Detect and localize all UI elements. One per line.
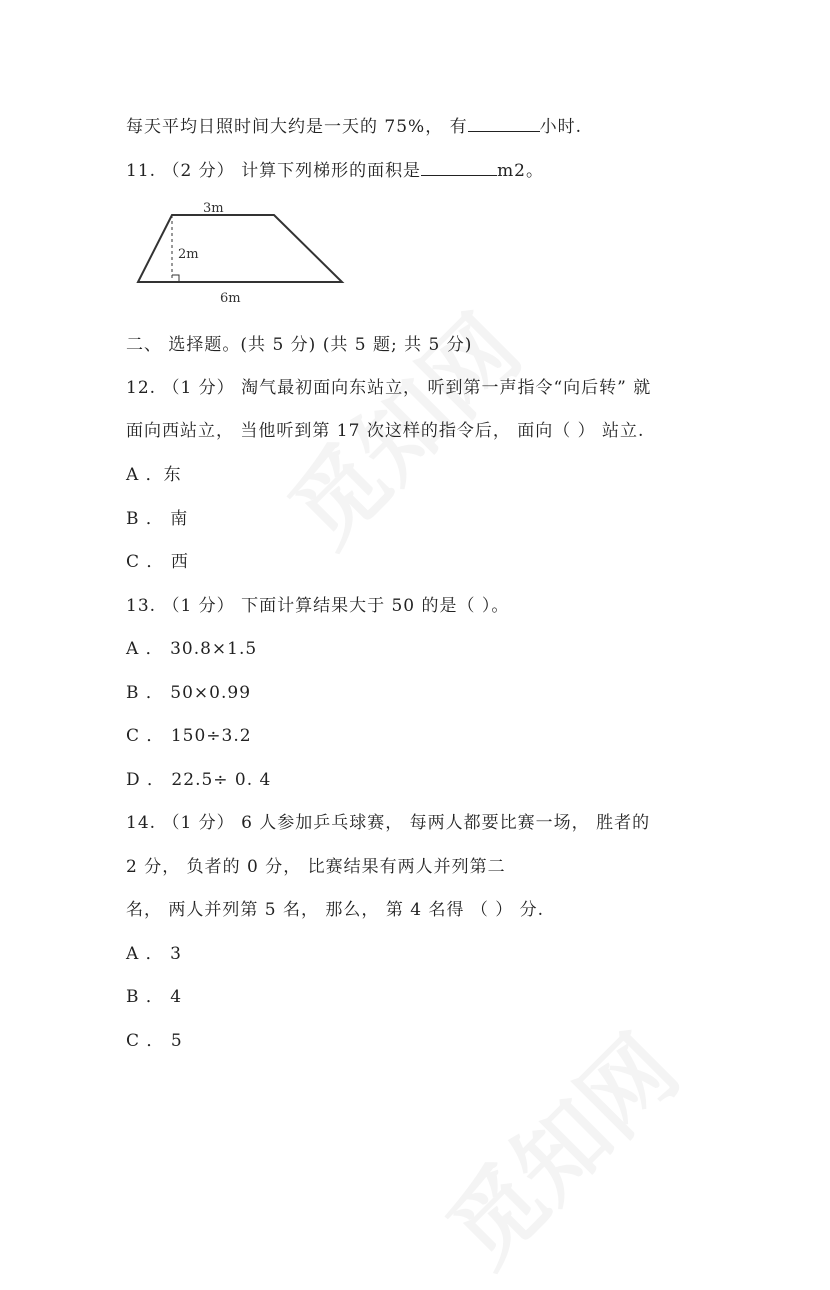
q14-line-2: 2 分， 负者的 0 分， 比赛结果有两人并列第二 (126, 857, 506, 877)
q14-line-1: 14. （1 分） 6 人参加乒乓球赛， 每两人都要比赛一场， 胜者的 (126, 813, 651, 833)
height-label: 2m (178, 247, 199, 262)
q13-line-1: 13. （1 分） 下面计算结果大于 50 的是（ ）。 (126, 596, 510, 616)
q13-option-a[interactable]: A ． 30.8×1.5 (126, 639, 258, 659)
answer-blank[interactable] (421, 161, 497, 176)
watermark-bottom (414, 1002, 703, 1290)
q14-option-a[interactable]: A ． 3 (126, 944, 182, 964)
q12-option-c[interactable]: C ． 西 (126, 552, 189, 572)
q12-option-a[interactable]: A ．东 (126, 465, 182, 485)
q10-tail (126, 112, 582, 137)
q11-stem (126, 156, 544, 181)
bottom-base-label: 6m (220, 291, 241, 306)
top-base-label: 3m (203, 201, 224, 216)
q13-option-b[interactable]: B ． 50×0.99 (126, 683, 252, 703)
trapezoid-figure (126, 196, 356, 314)
section-heading: 二、 选择题。(共 5 分) (共 5 题; 共 5 分) (126, 335, 473, 355)
answer-blank[interactable] (468, 117, 540, 132)
q12-line-2: 面向西站立， 当他听到第 17 次这样的指令后， 面向（ ） 站立. (126, 421, 645, 441)
q13-option-c[interactable]: C ． 150÷3.2 (126, 726, 252, 746)
right-angle-mark (172, 275, 179, 282)
q10-unit: 小时. (539, 117, 582, 137)
q12-line-1: 12. （1 分） 淘气最初面向东站立， 听到第一声指令“向后转” 就 (126, 378, 652, 398)
q14-option-c[interactable]: C ． 5 (126, 1031, 183, 1051)
q13-option-d[interactable]: D ． 22.5÷ 0. 4 (126, 770, 272, 790)
trapezoid-shape (138, 215, 342, 282)
q14-line-3: 名， 两人并列第 5 名， 那么， 第 4 名得 （ ） 分. (126, 900, 545, 920)
q11-unit: m2。 (497, 161, 544, 181)
q10-text: 每天平均日照时间大约是一天的 75%， 有 (126, 117, 468, 137)
q11-text: 11. （2 分） 计算下列梯形的面积是 (126, 161, 422, 181)
q14-option-b[interactable]: B ． 4 (126, 987, 183, 1007)
q12-option-b[interactable]: B ． 南 (126, 509, 189, 529)
